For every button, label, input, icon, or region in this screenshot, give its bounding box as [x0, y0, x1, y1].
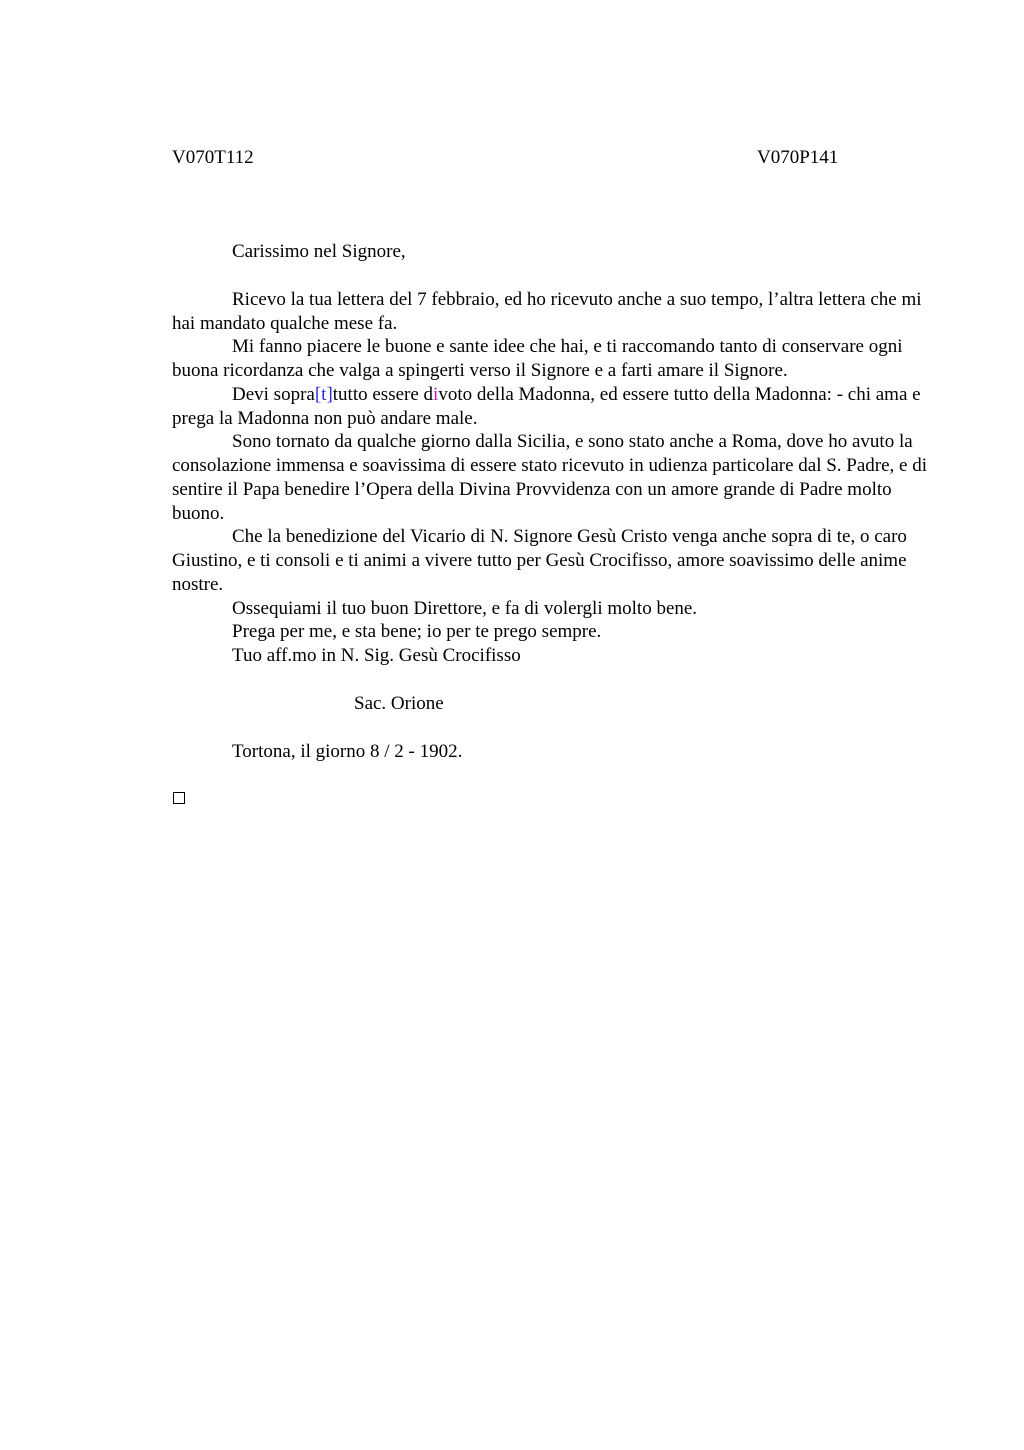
- editorial-insertion: [t]: [314, 383, 333, 405]
- paragraph-3-text-e: voto della Madonna, ed essere tutto della Madonna: - chi ama e prega la Madonna non può andare male.: [172, 383, 921, 429]
- document-reference-left: V070T112: [172, 147, 254, 168]
- closing: Tuo aff.mo in N. Sig. Gesù Crocifisso: [232, 645, 521, 666]
- editorial-correction: i: [433, 383, 439, 405]
- document-reference-right: V070P141: [757, 147, 839, 168]
- letter-body: [172, 240, 932, 763]
- paragraph-4: Sono tornato da qualche giorno dalla Sicilia, e sono stato anche a Roma, dove ho avuto la consolazione immensa e soavissima di essere stato ricevuto in udienza particolare dal S. Padre, e di sentire il Papa benedire l’Opera della Divina Provvidenza con un amore grande di Padre molto buono.: [172, 431, 928, 524]
- paragraph-6: Ossequiami il tuo buon Direttore, e fa di volergli molto bene.: [232, 597, 698, 619]
- paragraph-1: Ricevo la tua lettera del 7 febbraio, ed ho ricevuto anche a suo tempo, l’altra lettera che mi hai mandato qualche mese fa.: [172, 288, 922, 334]
- paragraph-5: Che la benedizione del Vicario di N. Signore Gesù Cristo venga anche sopra di te, o caro Giustino, e ti consoli e ti animi a vivere tutto per Gesù Crocifisso, amore soavissimo delle anime nostre.: [172, 526, 907, 595]
- paragraph-3-text-c: tutto essere d: [332, 383, 434, 405]
- salutation: Carissimo nel Signore,: [232, 241, 406, 262]
- end-marker-box-icon: [173, 792, 185, 804]
- signature: Sac. Orione: [354, 692, 444, 714]
- paragraph-2: Mi fanno piacere le buone e sante idee che hai, e ti raccomando tanto di conservare ogni buona ricordanza che valga a spingerti verso il Signore e a farti amare il Signore.: [172, 336, 903, 381]
- paragraph-7: Prega per me, e sta bene; io per te prego sempre.: [232, 621, 602, 643]
- paragraph-3: [172, 383, 932, 431]
- paragraph-3-text-a: Devi sopra: [232, 383, 315, 405]
- place-date: Tortona, il giorno 8 / 2 - 1902.: [232, 740, 463, 762]
